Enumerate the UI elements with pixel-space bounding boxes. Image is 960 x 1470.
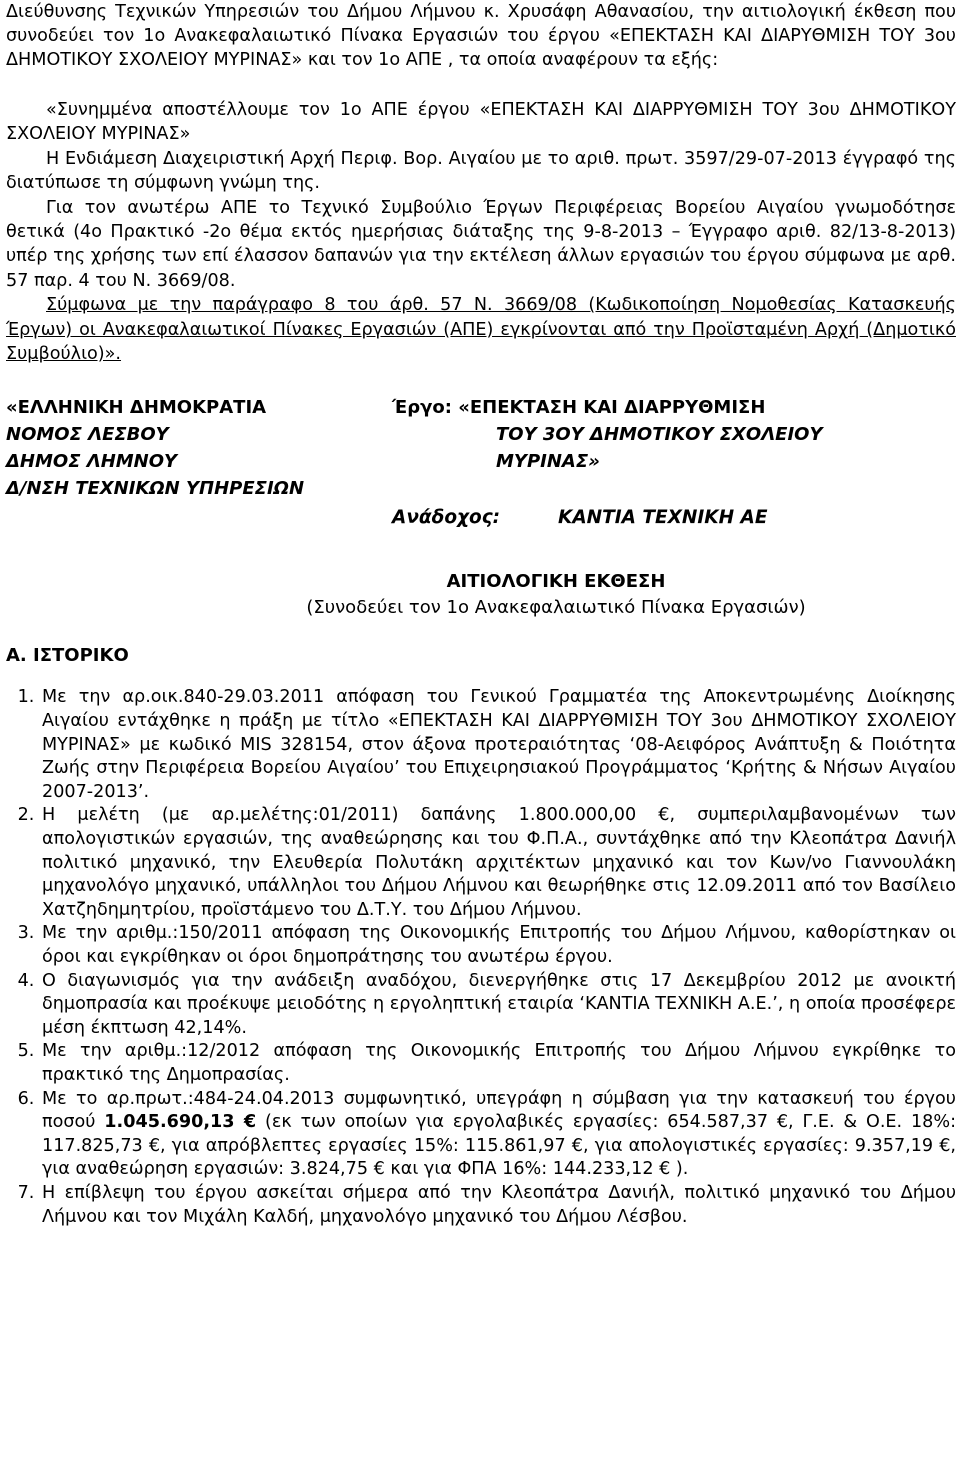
authority-block (6, 394, 304, 502)
contractor-row (392, 504, 768, 531)
authority-line-3: ΔΗΜΟΣ ΛΗΜΝΟΥ (6, 451, 178, 473)
quote-paragraph-4: Σύμφωνα με την παράγραφο 8 του άρθ. 57 Ν. 3669/08 (Κωδικοποίηση Νομοθεσίας Κατασκευής Έργων) οι Ανακεφαλαιωτικοί Πίνακες Εργασιών (ΑΠΕ) εγκρίνονται από την Προϊσταμένη Αρχή (Δημοτικό Συμβούλιο)». (6, 295, 956, 365)
list-item: 4. Ο διαγωνισμός για την ανάδειξη αναδόχου, διενεργήθηκε στις 17 Δεκεμβρίου 2012 με ανοικτή δημοπρασία και προέκυψε μειοδότης η εργοληπτική εταιρία ‘ΚΑΝΤΙΑ ΤΕΧΝΙΚΗ Α.Ε.’, η οποία προσέφερε μέση έκπτωση 42,14%. (40, 970, 956, 1041)
list-item: 5. Με την αριθμ.:12/2012 απόφαση της Οικονομικής Επιτροπής του Δήμου Λήμνου εγκρίθηκε το πρακτικό της Δημοπρασίας. (40, 1040, 956, 1087)
contract-amount: 1.045.690,13 € (104, 1112, 257, 1133)
contractor-label: Ανάδοχος: (392, 507, 501, 529)
list-item (40, 1088, 956, 1182)
contractor-value: ΚΑΝΤΙΑ ΤΕΧΝΙΚΗ ΑΕ (558, 507, 768, 529)
document-page (6, 0, 956, 1229)
report-subtitle: (Συνοδεύει τον 1ο Ανακεφαλαιωτικό Πίνακα Εργασιών) (306, 597, 806, 619)
list-item: 3. Με την αριθμ.:150/2011 απόφαση της Οικονομικής Επιτροπής του Δήμου Λήμνου, καθορίστηκαν οι όροι και εγκρίθηκαν οι όροι δημοπράτησης του ανωτέρω έργου. (40, 922, 956, 969)
report-title-block (6, 569, 956, 621)
section-heading: Α. ΙΣΤΟΡΙΚΟ (6, 645, 129, 667)
project-title-1: «ΕΠΕΚΤΑΣΗ ΚΑΙ ΔΙΑΡΡΥΘΜΙΣΗ (458, 397, 766, 419)
project-line-1 (392, 394, 952, 421)
document-header (6, 394, 956, 544)
quote-paragraph-1: «Συνημμένα αποστέλλουμε τον 1ο ΑΠΕ έργου «ΕΠΕΚΤΑΣΗ ΚΑΙ ΔΙΑΡΡΥΘΜΙΣΗ ΤΟΥ 3ου ΔΗΜΟΤΙΚΟΥ ΣΧΟΛΕΙΟΥ ΜΥΡΙΝΑΣ» (6, 100, 956, 145)
item-6-text-pre: Με το αρ.πρωτ.:484-24.04.2013 συμφωνητικό, υπεγράφη η σύμβαση για την κατασκευή του έργου ποσού (42, 1088, 956, 1133)
project-label: Έργο: (392, 397, 452, 419)
quoted-block (6, 98, 956, 366)
history-list (6, 686, 956, 1229)
authority-line-4: Δ/ΝΣΗ ΤΕΧΝΙΚΩΝ ΥΠΗΡΕΣΙΩΝ (6, 478, 305, 500)
intro-paragraph (6, 0, 956, 72)
intro-text: Διεύθυνσης Τεχνικών Υπηρεσιών του Δήμου Λήμνου κ. Χρυσάφη Αθανασίου, την αιτιολογική έκθεση που συνοδεύει τον 1ο Ανακεφαλαιωτικό Πίνακα Εργασιών του έργου «ΕΠΕΚΤΑΣΗ ΚΑΙ ΔΙΑΡΥΘΜΙΣΗ ΤΟΥ 3ου ΔΗΜΟΤΙΚΟΥ ΣΧΟΛΕΙΟΥ ΜΥΡΙΝΑΣ» και τον 1ο ΑΠΕ , τα οποία αναφέρουν τα εξής: (6, 2, 956, 70)
quote-paragraph-3: Για τον ανωτέρω ΑΠΕ το Τεχνικό Συμβούλιο Έργων Περιφέρειας Βορείου Αιγαίου γνωμοδότησε θετικά (4ο Πρακτικό -2ο θέμα εκτός ημερήσιας διάταξης της 9-8-2013 – Έγγραφο αριθ. 82/13-8-2013) υπέρ της χρήσης των επί έλασσον δαπανών για την εκτέλεση άλλων εργασιών του έργου σύμφωνα με αρθ. 57 παρ. 4 του Ν. 3669/08. (6, 197, 956, 291)
list-item: 2. Η μελέτη (με αρ.μελέτης:01/2011) δαπάνης 1.800.000,00 €, συμπεριλαμβανομένων των απολογιστικών εργασιών, της αναθεώρησης και του Φ.Π.Α., συντάχθηκε από την Κλεοπάτρα Δανιήλ πολιτικό μηχανικό, την Ελευθερία Πολυτάκη αρχιτέκτων μηχανικό και τον Κων/νο Γιαννουλάκη μηχανολόγο μηχανικό, υπάλληλοι του Δήμου Λήμνου και θεωρήθηκε στις 12.09.2011 από τον Βασίλειο Χατζηδημητρίου, προϊστάμενο του Δ.Τ.Υ. του Δήμου Λήμνου. (40, 804, 956, 922)
quote-paragraph-2: Η Ενδιάμεση Διαχειριστική Αρχή Περιφ. Βορ. Αιγαίου με το αριθ. πρωτ. 3597/29-07-2013 έγγραφό της διατύπωσε τη σύμφωνη γνώμη της. (6, 148, 956, 194)
item-6-text-post: (εκ των οποίων για εργολαβικές εργασίες: 654.587,37 €, Γ.Ε. & Ο.Ε. 18%: 117.825,73 €, για απρόβλεπτες εργασίες 15%: 115.861,97 €, για απολογιστικές εργασίες: 9.357,19 €, για αναθεώρηση εργασιών: 3.824,75 € και για ΦΠΑ 16%: 144.233,12 € ). (42, 1112, 957, 1180)
project-title-2: ΤΟΥ 3ΟΥ ΔΗΜΟΤΙΚΟΥ ΣΧΟΛΕΙΟΥ (496, 424, 823, 446)
list-item: 7. Η επίβλεψη του έργου ασκείται σήμερα από την Κλεοπάτρα Δανιήλ, πολιτικό μηχανικό του Δήμου Λήμνου και τον Μιχάλη Καλδή, μηχανολόγο μηχανικό του Δήμου Λέσβου. (40, 1182, 956, 1229)
project-title-3: ΜΥΡΙΝΑΣ» (496, 451, 600, 473)
authority-line-1: «ΕΛΛΗΝΙΚΗ ΔΗΜΟΚΡΑΤΙΑ (6, 397, 267, 419)
project-block (392, 394, 952, 475)
list-item: 1. Με την αρ.οικ.840-29.03.2011 απόφαση του Γενικού Γραμματέα της Αποκεντρωμένης Διοίκησης Αιγαίου εντάχθηκε η πράξη με τίτλο «ΕΠΕΚΤΑΣΗ ΚΑΙ ΔΙΑΡΡΥΘΜΙΣΗ ΤΟΥ 3ου ΔΗΜΟΤΙΚΟΥ ΣΧΟΛΕΙΟΥ ΜΥΡΙΝΑΣ» με κωδικό MIS 328154, στον άξονα προτεραιότητας ‘08-Αειφόρος Ανάπτυξη & Ποιότητα Ζωής στην Περιφέρεια Βορείου Αιγαίου’ του Επιχειρησιακού Προγράμματος ‘Κρήτης & Νήσων Αιγαίου 2007-2013’. (40, 686, 956, 804)
authority-line-2: ΝΟΜΟΣ ΛΕΣΒΟΥ (6, 424, 169, 446)
report-title: ΑΙΤΙΟΛΟΓΙΚΗ ΕΚΘΕΣΗ (446, 571, 666, 593)
